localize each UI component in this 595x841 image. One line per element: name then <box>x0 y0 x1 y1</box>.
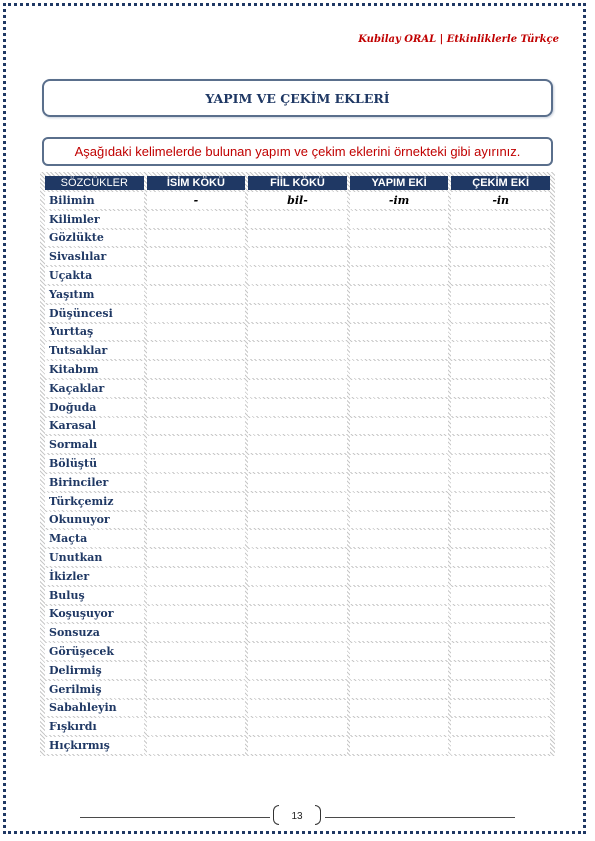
word-cell: Kitabım <box>45 361 144 378</box>
word-cell: Delirmiş <box>45 662 144 679</box>
answer-cell[interactable]: -in <box>451 192 550 209</box>
answer-cell[interactable] <box>350 568 449 585</box>
table-row <box>45 455 550 472</box>
table-row <box>45 737 550 754</box>
answer-cell[interactable] <box>451 718 550 735</box>
table-row <box>45 211 550 228</box>
answer-cell[interactable] <box>350 700 449 717</box>
page-number: 13 <box>291 810 303 822</box>
answer-cell[interactable] <box>451 493 550 510</box>
table-row <box>45 230 550 247</box>
answer-cell[interactable] <box>451 211 550 228</box>
answer-cell[interactable] <box>248 399 347 416</box>
answer-cell[interactable] <box>248 681 347 698</box>
answer-cell[interactable] <box>147 361 246 378</box>
table-row <box>45 587 550 604</box>
worksheet-table <box>42 174 553 756</box>
answer-cell[interactable] <box>350 662 449 679</box>
word-cell: Karasal <box>45 418 144 435</box>
answer-cell[interactable] <box>350 624 449 641</box>
word-cell: Buluş <box>45 587 144 604</box>
answer-cell[interactable] <box>451 662 550 679</box>
answer-cell[interactable] <box>451 700 550 717</box>
answer-cell[interactable] <box>248 474 347 491</box>
footer-line-right <box>325 817 515 818</box>
answer-cell[interactable] <box>350 587 449 604</box>
answer-cell[interactable] <box>451 305 550 322</box>
answer-cell[interactable] <box>350 324 449 341</box>
word-cell: Unutkan <box>45 549 144 566</box>
answer-cell[interactable] <box>350 681 449 698</box>
header-brand: Kubilay ORAL | Etkinliklerle Türkçe <box>358 34 559 45</box>
answer-cell[interactable] <box>147 267 246 284</box>
answer-cell[interactable] <box>147 662 246 679</box>
answer-cell[interactable] <box>248 455 347 472</box>
answer-cell[interactable] <box>248 606 347 623</box>
answer-cell[interactable] <box>248 286 347 303</box>
word-cell: Tutsaklar <box>45 342 144 359</box>
answer-cell[interactable] <box>350 267 449 284</box>
word-cell: Sonsuza <box>45 624 144 641</box>
word-cell: Bilimin <box>45 192 144 209</box>
word-cell: Gerilmiş <box>45 681 144 698</box>
answer-cell[interactable] <box>350 230 449 247</box>
table-row <box>45 700 550 717</box>
answer-cell[interactable] <box>350 248 449 265</box>
answer-cell[interactable] <box>147 305 246 322</box>
answer-cell[interactable] <box>147 681 246 698</box>
answer-cell[interactable] <box>147 700 246 717</box>
answer-cell[interactable] <box>147 549 246 566</box>
word-cell: Sabahleyin <box>45 700 144 717</box>
answer-cell[interactable] <box>451 286 550 303</box>
answer-cell[interactable] <box>350 493 449 510</box>
answer-cell[interactable] <box>248 512 347 529</box>
answer-cell[interactable] <box>451 324 550 341</box>
answer-cell[interactable] <box>451 681 550 698</box>
answer-cell[interactable] <box>248 530 347 547</box>
word-cell: Kilimler <box>45 211 144 228</box>
answer-cell[interactable] <box>451 530 550 547</box>
answer-cell[interactable] <box>248 361 347 378</box>
answer-cell[interactable] <box>451 643 550 660</box>
answer-cell[interactable] <box>350 286 449 303</box>
answer-cell[interactable] <box>451 737 550 754</box>
answer-cell[interactable] <box>350 436 449 453</box>
answer-cell[interactable] <box>147 342 246 359</box>
table-row <box>45 681 550 698</box>
answer-cell[interactable] <box>451 455 550 472</box>
table-row <box>45 549 550 566</box>
col-header-words: SÖZCÜKLER <box>45 176 144 190</box>
answer-cell[interactable] <box>248 324 347 341</box>
table-row <box>45 324 550 341</box>
answer-cell[interactable] <box>147 418 246 435</box>
answer-cell[interactable] <box>350 718 449 735</box>
answer-cell[interactable]: -im <box>350 192 449 209</box>
answer-cell[interactable]: bil- <box>248 192 347 209</box>
table-row <box>45 512 550 529</box>
table-row <box>45 436 550 453</box>
answer-cell[interactable] <box>350 380 449 397</box>
table-row <box>45 305 550 322</box>
answer-cell[interactable] <box>147 474 246 491</box>
table-row <box>45 286 550 303</box>
word-cell: Maçta <box>45 530 144 547</box>
table-row <box>45 568 550 585</box>
answer-cell[interactable] <box>350 418 449 435</box>
answer-cell[interactable] <box>350 737 449 754</box>
word-cell: Gözlükte <box>45 230 144 247</box>
answer-cell[interactable] <box>147 737 246 754</box>
answer-cell[interactable] <box>451 568 550 585</box>
page-title: YAPIM VE ÇEKİM EKLERİ <box>42 79 553 117</box>
answer-cell[interactable] <box>248 493 347 510</box>
instruction-text: Aşağıdaki kelimelerde bulunan yapım ve çekim eklerini örnekteki gibi ayırınız. <box>42 137 553 166</box>
word-cell: Düşüncesi <box>45 305 144 322</box>
answer-cell[interactable] <box>248 418 347 435</box>
answer-cell[interactable] <box>248 549 347 566</box>
answer-cell[interactable] <box>248 267 347 284</box>
word-cell: Okunuyor <box>45 512 144 529</box>
word-cell: Görüşecek <box>45 643 144 660</box>
answer-cell[interactable] <box>147 248 246 265</box>
answer-cell[interactable] <box>248 342 347 359</box>
answer-cell[interactable] <box>451 549 550 566</box>
word-cell: Doğuda <box>45 399 144 416</box>
answer-cell[interactable] <box>147 399 246 416</box>
word-cell: Hıçkırmış <box>45 737 144 754</box>
answer-cell[interactable] <box>147 568 246 585</box>
word-cell: Sivaslılar <box>45 248 144 265</box>
table-row <box>45 493 550 510</box>
answer-cell[interactable] <box>147 512 246 529</box>
answer-cell[interactable] <box>451 624 550 641</box>
answer-cell[interactable] <box>147 718 246 735</box>
table-row <box>45 192 550 209</box>
table-row <box>45 718 550 735</box>
col-header-noun-root: İSİM KÖKÜ <box>147 176 246 190</box>
table-row <box>45 399 550 416</box>
answer-cell[interactable] <box>350 399 449 416</box>
answer-cell[interactable] <box>147 606 246 623</box>
answer-cell[interactable] <box>147 230 246 247</box>
word-cell: Türkçemiz <box>45 493 144 510</box>
answer-cell[interactable] <box>147 643 246 660</box>
answer-cell[interactable] <box>451 418 550 435</box>
table-row <box>45 624 550 641</box>
answer-cell[interactable] <box>451 267 550 284</box>
answer-cell[interactable] <box>248 380 347 397</box>
answer-cell[interactable] <box>248 587 347 604</box>
answer-cell[interactable] <box>147 587 246 604</box>
table-row <box>45 418 550 435</box>
answer-cell[interactable] <box>350 606 449 623</box>
table-row <box>45 643 550 660</box>
answer-cell[interactable]: - <box>147 192 246 209</box>
answer-cell[interactable] <box>451 399 550 416</box>
answer-cell[interactable] <box>350 549 449 566</box>
table-row <box>45 380 550 397</box>
answer-cell[interactable] <box>147 624 246 641</box>
word-cell: Sormalı <box>45 436 144 453</box>
table-row <box>45 662 550 679</box>
answer-cell[interactable] <box>248 230 347 247</box>
answer-cell[interactable] <box>248 643 347 660</box>
word-cell: Yaşıtım <box>45 286 144 303</box>
footer-line-left <box>80 817 270 818</box>
answer-cell[interactable] <box>350 643 449 660</box>
answer-cell[interactable] <box>248 700 347 717</box>
answer-cell[interactable] <box>147 493 246 510</box>
col-header-inflectional-suffix: ÇEKİM EKİ <box>451 176 550 190</box>
table-row <box>45 267 550 284</box>
answer-cell[interactable] <box>451 587 550 604</box>
answer-cell[interactable] <box>248 568 347 585</box>
answer-cell[interactable] <box>451 380 550 397</box>
col-header-derivational-suffix: YAPIM EKİ <box>350 176 449 190</box>
answer-cell[interactable] <box>350 211 449 228</box>
table-row <box>45 342 550 359</box>
answer-cell[interactable] <box>350 530 449 547</box>
answer-cell[interactable] <box>451 248 550 265</box>
table-header-row <box>45 176 550 190</box>
answer-cell[interactable] <box>451 230 550 247</box>
table-row <box>45 474 550 491</box>
answer-cell[interactable] <box>147 455 246 472</box>
answer-cell[interactable] <box>350 455 449 472</box>
answer-cell[interactable] <box>451 474 550 491</box>
word-cell: Koşuşuyor <box>45 606 144 623</box>
table-row <box>45 606 550 623</box>
word-cell: Bölüştü <box>45 455 144 472</box>
answer-cell[interactable] <box>451 361 550 378</box>
word-cell: Kaçaklar <box>45 380 144 397</box>
answer-cell[interactable] <box>350 512 449 529</box>
word-cell: İkizler <box>45 568 144 585</box>
answer-cell[interactable] <box>350 474 449 491</box>
answer-cell[interactable] <box>248 662 347 679</box>
answer-cell[interactable] <box>248 624 347 641</box>
word-cell: Uçakta <box>45 267 144 284</box>
table-row <box>45 248 550 265</box>
answer-cell[interactable] <box>350 305 449 322</box>
answer-cell[interactable] <box>451 342 550 359</box>
word-cell: Fışkırdı <box>45 718 144 735</box>
answer-cell[interactable] <box>350 361 449 378</box>
answer-cell[interactable] <box>248 305 347 322</box>
word-cell: Birinciler <box>45 474 144 491</box>
table-row <box>45 530 550 547</box>
worksheet-table-container <box>40 172 555 756</box>
answer-cell[interactable] <box>350 342 449 359</box>
answer-cell[interactable] <box>248 436 347 453</box>
word-cell: Yurttaş <box>45 324 144 341</box>
answer-cell[interactable] <box>248 248 347 265</box>
col-header-verb-root: FİİL KÖKÜ <box>248 176 347 190</box>
answer-cell[interactable] <box>248 718 347 735</box>
answer-cell[interactable] <box>147 324 246 341</box>
answer-cell[interactable] <box>147 530 246 547</box>
answer-cell[interactable] <box>147 286 246 303</box>
table-row <box>45 361 550 378</box>
answer-cell[interactable] <box>147 380 246 397</box>
answer-cell[interactable] <box>451 512 550 529</box>
answer-cell[interactable] <box>147 211 246 228</box>
answer-cell[interactable] <box>147 436 246 453</box>
answer-cell[interactable] <box>248 211 347 228</box>
answer-cell[interactable] <box>248 737 347 754</box>
answer-cell[interactable] <box>451 436 550 453</box>
answer-cell[interactable] <box>451 606 550 623</box>
